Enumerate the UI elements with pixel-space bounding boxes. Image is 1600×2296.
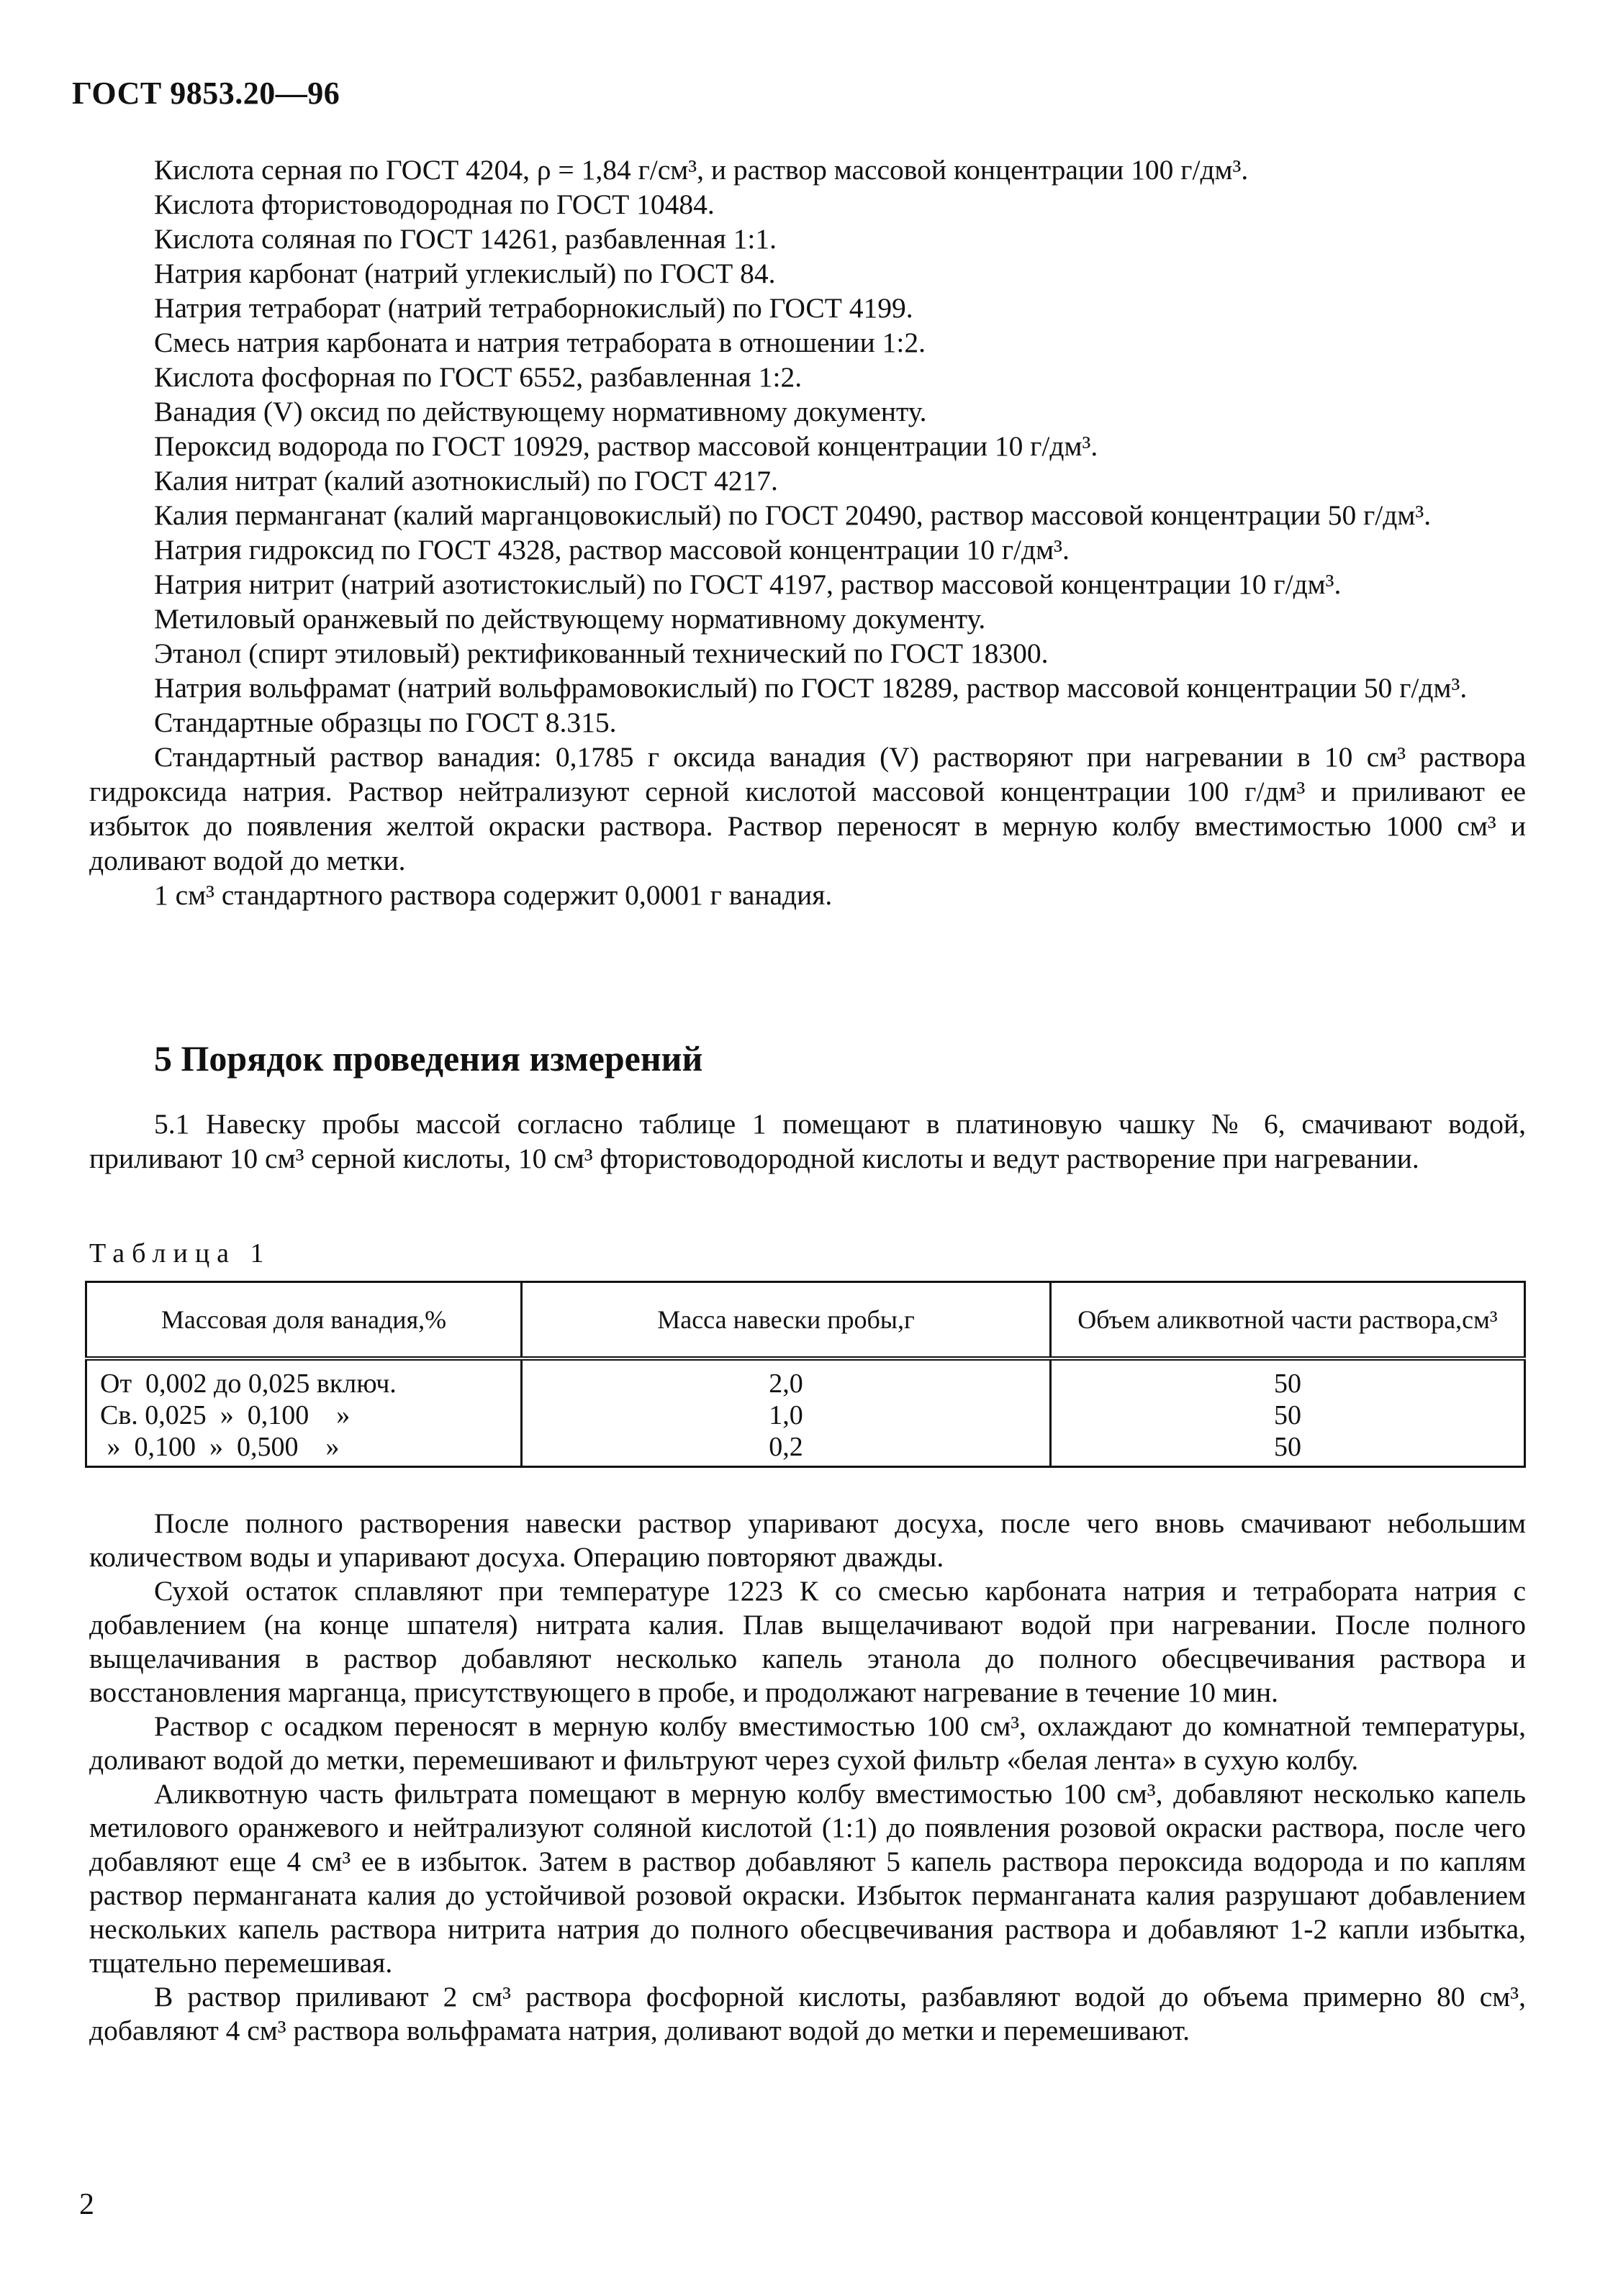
paragraph-5-1: 5.1 Навеску пробы массой согласно таблице 1 помещают в платиновую чашку № 6, смачивают водой, приливают 10 см³ серной кислоты, 10 см³ фтористоводородной кислоты и ведут растворение при нагревании. — [89, 1108, 1526, 1174]
reagent-item: 1 см³ стандартного раствора содержит 0,0001 г ванадия. — [154, 879, 833, 911]
header-vanadium-fraction: Массовая доля ванадия,% — [86, 1282, 522, 1359]
section-intro — [89, 1107, 1526, 1176]
reagents-list — [89, 153, 1526, 912]
document-header: ГОСТ 9853.20—96 — [72, 76, 340, 111]
reagent-item: Этанол (спирт этиловый) ректификованный технический по ГОСТ 18300. — [154, 637, 1049, 669]
range-row-3: » 0,100 » 0,500 » — [100, 1432, 340, 1462]
cell-aliquot-volume — [1051, 1358, 1525, 1467]
table-caption: Таблица 1 — [89, 1238, 271, 1269]
reagent-item: Стандартный раствор ванадия: 0,1785 г оксида ванадия (V) растворяют при нагревании в 10 см³ раствора гидроксида натрия. Раствор нейтрализуют серной кислотой массовой концентрации 100 г/дм³ и приливают ее избыток до появления желтой окраски раствора. Раствор переносят в мерную колбу вместимостью 1000 см³ и доливают водой до метки. — [89, 741, 1526, 876]
header-sample-mass: Масса навески пробы,г — [522, 1282, 1051, 1359]
reagent-item: Смесь натрия карбоната и натрия тетрабората в отношении 1:2. — [154, 327, 926, 358]
reagent-item: Кислота серная по ГОСТ 4204, ρ = 1,84 г/см³, и раствор массовой концентрации 100 г/дм³. — [154, 154, 1249, 186]
header-aliquot-volume: Объем аликвотной части раствора,см³ — [1051, 1282, 1525, 1359]
volume-row-3: 50 — [1274, 1432, 1301, 1462]
reagent-item: Натрия карбонат (натрий углекислый) по ГОСТ 84. — [154, 258, 776, 289]
table-row — [86, 1358, 1525, 1467]
range-row-2: Св. 0,025 » 0,100 » — [100, 1400, 351, 1430]
procedure-text — [89, 1507, 1526, 2048]
reagent-item: Натрия вольфрамат (натрий вольфрамовокислый) по ГОСТ 18289, раствор массовой концентрации 50 г/дм³. — [154, 672, 1468, 704]
reagent-item: Натрия тетраборат (натрий тетраборнокислый) по ГОСТ 4199. — [154, 292, 913, 324]
paragraph: Раствор с осадком переносят в мерную колбу вместимостью 100 см³, охлаждают до комнатной температуры, доливают водой до метки, перемешивают и фильтруют через сухой фильтр «белая лента» в сухую колбу. — [89, 1710, 1526, 1776]
reagent-item: Кислота фосфорная по ГОСТ 6552, разбавленная 1:2. — [154, 361, 803, 393]
table-1 — [85, 1281, 1526, 1468]
reagent-item: Калия нитрат (калий азотнокислый) по ГОСТ 4217. — [154, 465, 778, 496]
mass-row-3: 0,2 — [769, 1432, 803, 1462]
reagent-item: Калия перманганат (калий марганцовокислый) по ГОСТ 20490, раствор массовой концентрации 50 г/дм³. — [154, 499, 1432, 531]
paragraph: Сухой остаток сплавляют при температуре 1223 К со смесью карбоната натрия и тетрабората натрия с добавлением (на конце шпателя) нитрата калия. Плав выщелачивают водой при нагревании. После полного выщелачивания в раствор добавляют несколько капель этанола до полного обесцвечивания раствора и восстановления марганца, присутствующего в пробе, и продолжают нагревание в течение 10 мин. — [89, 1575, 1526, 1708]
paragraph: Аликвотную часть фильтрата помещают в мерную колбу вместимостью 100 см³, добавляют несколько капель метилового оранжевого и нейтрализуют соляной кислотой (1:1) до появления розовой окраски раствора, после чего добавляют еще 4 см³ ее в избыток. Затем в раствор добавляют 5 капель раствора пероксида водорода и по каплям раствор перманганата калия до устойчивой розовой окраски. Избыток перманганата калия разрушают добавлением нескольких капель раствора нитрита натрия до полного обесцвечивания раствора и добавляют 1-2 капли избытка, тщательно перемешивая. — [89, 1778, 1526, 1979]
range-row-1: От 0,002 до 0,025 включ. — [100, 1369, 397, 1399]
page-number: 2 — [79, 2188, 94, 2221]
reagent-item: Метиловый оранжевый по действующему нормативному документу. — [154, 603, 986, 635]
mass-row-2: 1,0 — [769, 1400, 803, 1430]
volume-row-1: 50 — [1274, 1369, 1301, 1399]
reagent-item: Натрия нитрит (натрий азотистокислый) по ГОСТ 4197, раствор массовой концентрации 10 г/дм³. — [154, 568, 1342, 600]
reagent-item: Натрия гидроксид по ГОСТ 4328, раствор массовой концентрации 10 г/дм³. — [154, 534, 1070, 566]
volume-row-2: 50 — [1274, 1400, 1301, 1430]
paragraph: В раствор приливают 2 см³ раствора фосфорной кислоты, разбавляют водой до объема примерно 80 см³, добавляют 4 см³ раствора вольфрамата натрия, доливают водой до метки и перемешивают. — [89, 1981, 1526, 2046]
section-heading: 5 Порядок проведения измерений — [154, 1038, 703, 1079]
reagent-item: Пероксид водорода по ГОСТ 10929, раствор массовой концентрации 10 г/дм³. — [154, 430, 1098, 462]
mass-row-1: 2,0 — [769, 1369, 803, 1399]
paragraph: После полного растворения навески раствор упаривают досуха, после чего вновь смачивают небольшим количеством воды и упаривают досуха. Операцию повторяют дважды. — [89, 1507, 1526, 1573]
reagent-item: Кислота соляная по ГОСТ 14261, разбавленная 1:1. — [154, 223, 777, 255]
table-header-row — [86, 1282, 1525, 1359]
reagent-item: Ванадия (V) оксид по действующему нормативному документу. — [154, 396, 927, 427]
cell-fraction-range — [86, 1358, 522, 1467]
reagent-item: Кислота фтористоводородная по ГОСТ 10484. — [154, 189, 715, 220]
reagent-item: Стандартные образцы по ГОСТ 8.315. — [154, 707, 617, 738]
cell-sample-mass — [522, 1358, 1051, 1467]
